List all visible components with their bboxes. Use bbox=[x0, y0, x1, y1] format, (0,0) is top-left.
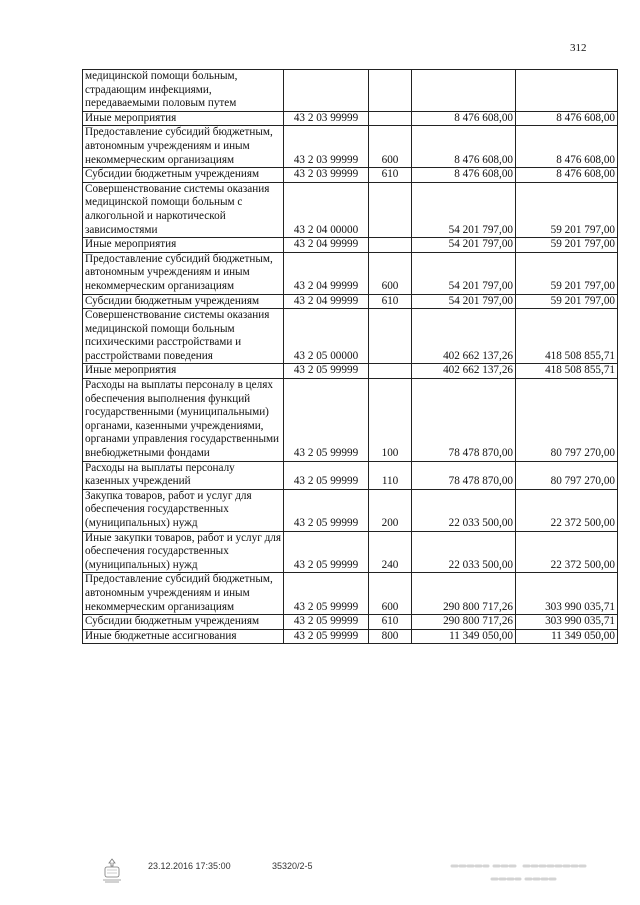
row-value-2017-cell: 402 662 137,26 bbox=[412, 364, 516, 379]
row-name-cell: Предоставление субсидий бюджетным, автономным учреждениям и иным некоммерческим организациям bbox=[83, 573, 284, 615]
footer-timestamp: 23.12.2016 17:35:00 bbox=[148, 861, 231, 871]
row-name-cell: Иные бюджетные ассигнования bbox=[83, 629, 284, 644]
row-value-2018-cell: 8 476 608,00 bbox=[516, 168, 618, 183]
row-code-cell bbox=[284, 70, 369, 112]
row-value-2017-cell: 290 800 717,26 bbox=[412, 573, 516, 615]
row-code-cell: 43 2 05 99999 bbox=[284, 629, 369, 644]
row-code-cell: 43 2 03 99999 bbox=[284, 111, 369, 126]
row-value-2018-cell: 303 990 035,71 bbox=[516, 615, 618, 630]
row-value-2018-cell: 59 201 797,00 bbox=[516, 238, 618, 253]
table-row bbox=[83, 126, 618, 168]
row-value-2017-cell: 8 476 608,00 bbox=[412, 111, 516, 126]
budget-table-body bbox=[83, 70, 618, 644]
row-type-cell: 600 bbox=[369, 126, 412, 168]
row-value-2017-cell: 22 033 500,00 bbox=[412, 489, 516, 531]
table-row bbox=[83, 364, 618, 379]
row-type-cell: 610 bbox=[369, 294, 412, 309]
row-value-2018-cell: 80 797 270,00 bbox=[516, 379, 618, 462]
row-value-2018-cell: 80 797 270,00 bbox=[516, 461, 618, 489]
row-type-cell: 610 bbox=[369, 615, 412, 630]
row-type-cell: 600 bbox=[369, 573, 412, 615]
row-code-cell: 43 2 05 99999 bbox=[284, 573, 369, 615]
row-type-cell bbox=[369, 364, 412, 379]
row-name-cell: Расходы на выплаты персоналу казенных учреждений bbox=[83, 461, 284, 489]
row-code-cell: 43 2 05 99999 bbox=[284, 461, 369, 489]
row-name-cell: Совершенствование системы оказания медицинской помощи больным с алкогольной и наркотической зависимостями bbox=[83, 182, 284, 237]
page-footer bbox=[0, 858, 640, 898]
row-name-cell: медицинской помощи больным, страдающим инфекциями, передаваемыми половым путем bbox=[83, 70, 284, 112]
table-row bbox=[83, 294, 618, 309]
row-value-2017-cell: 54 201 797,00 bbox=[412, 182, 516, 237]
row-type-cell: 800 bbox=[369, 629, 412, 644]
row-code-cell: 43 2 05 99999 bbox=[284, 489, 369, 531]
row-value-2018-cell: 418 508 855,71 bbox=[516, 364, 618, 379]
row-type-cell bbox=[369, 70, 412, 112]
row-code-cell: 43 2 04 99999 bbox=[284, 294, 369, 309]
row-value-2017-cell: 78 478 870,00 bbox=[412, 461, 516, 489]
row-value-2017-cell: 402 662 137,26 bbox=[412, 309, 516, 364]
page-number: 312 bbox=[570, 42, 587, 54]
row-type-cell bbox=[369, 182, 412, 237]
row-type-cell: 600 bbox=[369, 252, 412, 294]
row-value-2018-cell bbox=[516, 70, 618, 112]
row-code-cell: 43 2 04 99999 bbox=[284, 238, 369, 253]
row-type-cell: 610 bbox=[369, 168, 412, 183]
table-row bbox=[83, 70, 618, 112]
row-value-2018-cell: 59 201 797,00 bbox=[516, 182, 618, 237]
row-value-2018-cell: 59 201 797,00 bbox=[516, 294, 618, 309]
row-name-cell: Иные закупки товаров, работ и услуг для обеспечения государственных (муниципальных) нужд bbox=[83, 531, 284, 573]
table-row bbox=[83, 629, 618, 644]
row-value-2018-cell: 22 372 500,00 bbox=[516, 489, 618, 531]
table-row bbox=[83, 252, 618, 294]
row-type-cell: 100 bbox=[369, 379, 412, 462]
row-name-cell: Субсидии бюджетным учреждениям bbox=[83, 294, 284, 309]
row-type-cell bbox=[369, 111, 412, 126]
table-row bbox=[83, 309, 618, 364]
table-row bbox=[83, 531, 618, 573]
row-value-2018-cell: 418 508 855,71 bbox=[516, 309, 618, 364]
table-row bbox=[83, 573, 618, 615]
table-row bbox=[83, 379, 618, 462]
table-row bbox=[83, 238, 618, 253]
row-type-cell: 240 bbox=[369, 531, 412, 573]
row-value-2017-cell bbox=[412, 70, 516, 112]
row-code-cell: 43 2 03 99999 bbox=[284, 126, 369, 168]
table-row bbox=[83, 461, 618, 489]
row-name-cell: Предоставление субсидий бюджетным, автономным учреждениям и иным некоммерческим организациям bbox=[83, 252, 284, 294]
faded-watermark bbox=[448, 858, 593, 888]
row-value-2017-cell: 54 201 797,00 bbox=[412, 294, 516, 309]
row-value-2017-cell: 290 800 717,26 bbox=[412, 615, 516, 630]
row-code-cell: 43 2 05 99999 bbox=[284, 379, 369, 462]
row-value-2018-cell: 8 476 608,00 bbox=[516, 126, 618, 168]
row-type-cell: 200 bbox=[369, 489, 412, 531]
row-code-cell: 43 2 04 99999 bbox=[284, 252, 369, 294]
table-row bbox=[83, 168, 618, 183]
row-type-cell bbox=[369, 238, 412, 253]
row-value-2017-cell: 78 478 870,00 bbox=[412, 379, 516, 462]
row-value-2018-cell: 8 476 608,00 bbox=[516, 111, 618, 126]
row-value-2017-cell: 8 476 608,00 bbox=[412, 168, 516, 183]
row-type-cell bbox=[369, 309, 412, 364]
row-name-cell: Предоставление субсидий бюджетным, автономным учреждениям и иным некоммерческим организациям bbox=[83, 126, 284, 168]
row-value-2017-cell: 54 201 797,00 bbox=[412, 238, 516, 253]
row-code-cell: 43 2 05 99999 bbox=[284, 615, 369, 630]
row-name-cell: Субсидии бюджетным учреждениям bbox=[83, 168, 284, 183]
budget-table bbox=[82, 69, 618, 644]
row-code-cell: 43 2 05 99999 bbox=[284, 364, 369, 379]
row-value-2017-cell: 22 033 500,00 bbox=[412, 531, 516, 573]
row-type-cell: 110 bbox=[369, 461, 412, 489]
table-row bbox=[83, 111, 618, 126]
row-name-cell: Совершенствование системы оказания медицинской помощи больным психическими расстройствами и расстройствами поведения bbox=[83, 309, 284, 364]
row-name-cell: Иные мероприятия bbox=[83, 111, 284, 126]
row-name-cell: Субсидии бюджетным учреждениям bbox=[83, 615, 284, 630]
row-value-2018-cell: 11 349 050,00 bbox=[516, 629, 618, 644]
row-code-cell: 43 2 04 00000 bbox=[284, 182, 369, 237]
row-name-cell: Закупка товаров, работ и услуг для обеспечения государственных (муниципальных) нужд bbox=[83, 489, 284, 531]
footer-document-id: 35320/2-5 bbox=[272, 861, 313, 871]
row-value-2018-cell: 303 990 035,71 bbox=[516, 573, 618, 615]
table-row bbox=[83, 489, 618, 531]
row-code-cell: 43 2 03 99999 bbox=[284, 168, 369, 183]
table-row bbox=[83, 615, 618, 630]
row-value-2018-cell: 22 372 500,00 bbox=[516, 531, 618, 573]
row-code-cell: 43 2 05 99999 bbox=[284, 531, 369, 573]
coat-of-arms-icon bbox=[100, 858, 124, 884]
row-name-cell: Иные мероприятия bbox=[83, 238, 284, 253]
row-name-cell: Расходы на выплаты персоналу в целях обеспечения выполнения функций государственными (муниципальными) органами, казенными учреждениями, органами управления государственными внебюджетными фондами bbox=[83, 379, 284, 462]
row-value-2017-cell: 11 349 050,00 bbox=[412, 629, 516, 644]
row-name-cell: Иные мероприятия bbox=[83, 364, 284, 379]
table-row bbox=[83, 182, 618, 237]
row-value-2017-cell: 8 476 608,00 bbox=[412, 126, 516, 168]
row-value-2018-cell: 59 201 797,00 bbox=[516, 252, 618, 294]
row-value-2017-cell: 54 201 797,00 bbox=[412, 252, 516, 294]
row-code-cell: 43 2 05 00000 bbox=[284, 309, 369, 364]
